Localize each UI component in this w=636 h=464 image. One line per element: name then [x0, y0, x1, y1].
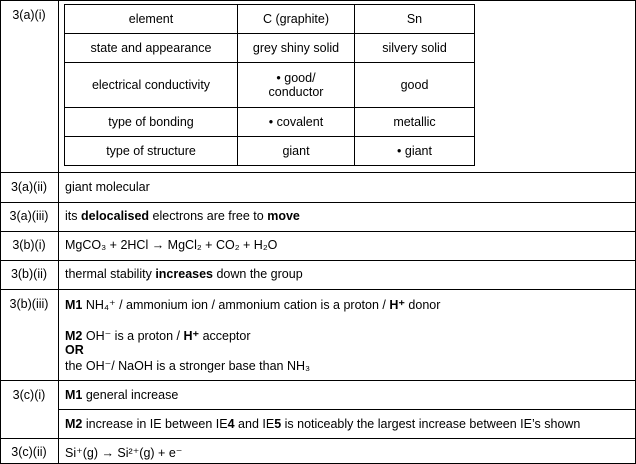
question-number: 3(c)(i): [12, 388, 46, 402]
question-number: 3(c)(ii): [11, 445, 47, 459]
table-cell: type of structure: [65, 137, 238, 166]
row-divider: [0, 438, 636, 439]
row-divider: [0, 202, 636, 203]
table-row: [65, 63, 475, 108]
table-cell: giant: [238, 137, 355, 166]
question-number: 3(b)(ii): [10, 267, 48, 281]
table-cell: • covalent: [238, 108, 355, 137]
mark-point-m2: M2 increase in IE between IE4 and IE5 is noticeably the largest increase between IE’s shown: [65, 417, 581, 431]
mark-point-m2: M2 OH⁻ is a proton / H⁺ acceptor: [65, 329, 251, 343]
row-divider: [0, 0, 636, 1]
column-divider: [58, 0, 59, 464]
table-cell: silvery solid: [355, 34, 475, 63]
question-number: 3(a)(i): [12, 8, 46, 22]
table-cell: metallic: [355, 108, 475, 137]
mark-point-m1: M1 general increase: [65, 388, 179, 402]
table-cell: grey shiny solid: [238, 34, 355, 63]
question-number: 3(a)(ii): [10, 180, 48, 194]
or-label: OR: [65, 343, 84, 357]
table-cell: state and appearance: [65, 34, 238, 63]
table-row: [65, 34, 475, 63]
equation-text: MgCO₃ + 2HCl → MgCl₂ + CO₂ + H₂O: [65, 238, 278, 252]
table-header-cell: C (graphite): [238, 5, 355, 34]
answer-text: its delocalised electrons are free to move: [65, 209, 300, 223]
answer-text: giant molecular: [65, 180, 150, 194]
row-divider: [0, 289, 636, 290]
row-divider: [0, 231, 636, 232]
row-divider: [0, 260, 636, 261]
table-cell: good: [355, 63, 475, 108]
row-divider: [0, 380, 636, 381]
sub-row-divider: [58, 409, 636, 410]
question-number: 3(b)(iii): [9, 297, 49, 311]
question-number: 3(b)(i): [12, 238, 46, 252]
alternative-answer: the OH⁻/ NaOH is a stronger base than NH₃: [65, 359, 311, 373]
table-cell: electrical conductivity: [65, 63, 238, 108]
table-cell: • good/ conductor: [238, 63, 355, 108]
table-row: [65, 108, 475, 137]
row-divider: [0, 172, 636, 173]
table-header-cell: element: [65, 5, 238, 34]
equation-text: Si⁺(g) → Si²⁺(g) + e⁻: [65, 446, 183, 460]
question-number: 3(a)(iii): [9, 209, 49, 223]
table-row: [65, 137, 475, 166]
table-header-cell: Sn: [355, 5, 475, 34]
mark-point-m1: M1 NH₄⁺ / ammonium ion / ammonium cation is a proton / H⁺ donor: [65, 298, 441, 312]
properties-table: [64, 4, 475, 166]
answer-text: thermal stability increases down the group: [65, 267, 303, 281]
table-cell: type of bonding: [65, 108, 238, 137]
table-cell: • giant: [355, 137, 475, 166]
